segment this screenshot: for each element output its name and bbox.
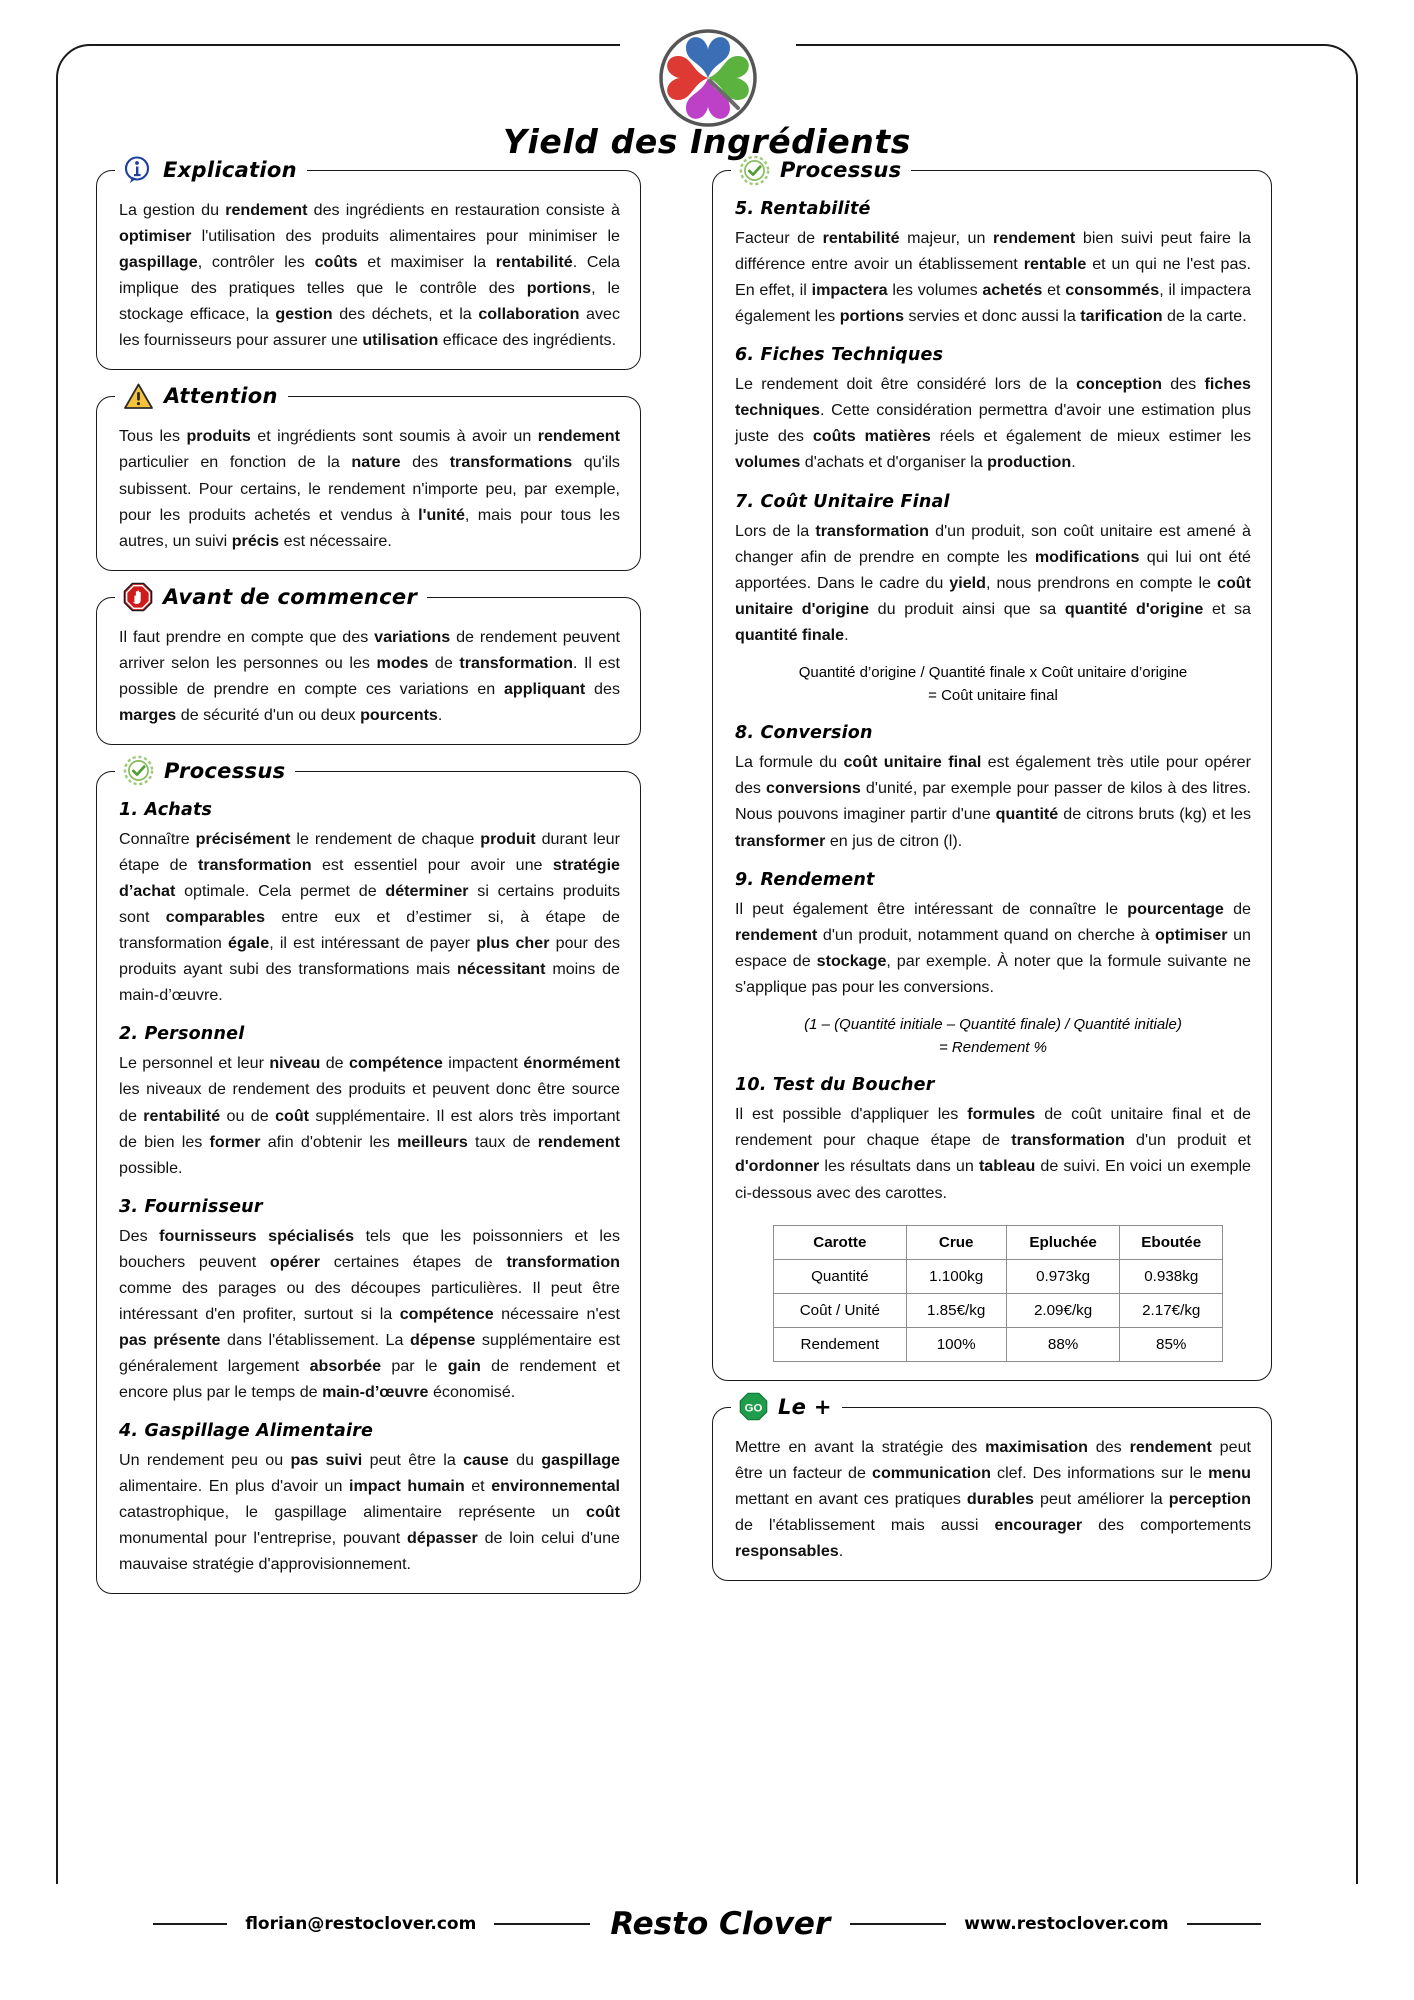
right-column (712, 158, 1272, 1607)
body-text: La formule du (735, 753, 844, 772)
body-text: , il impactera également les (735, 281, 1252, 326)
emphasis-text: encourager (994, 1515, 1083, 1534)
body-text: d'achats et d'organiser la (800, 453, 988, 472)
body-text: certaines étapes de (320, 1252, 507, 1271)
subsection-heading: 2. Personnel (119, 1024, 245, 1045)
footer-rule-mid-right (850, 1923, 946, 1925)
body-text: et (1042, 281, 1066, 300)
body-text: est essentiel pour avoir une (311, 856, 553, 874)
section-legend-label: Explication (163, 158, 297, 182)
body-text: moins de main-d’œuvre. (119, 960, 620, 1005)
emphasis-text: produit (480, 829, 536, 848)
emphasis-text: tarification (1080, 307, 1163, 326)
emphasis-text: égale (228, 934, 270, 953)
body-text: et sa (1203, 599, 1251, 618)
emphasis-text: fournisseurs spécialisés (159, 1226, 355, 1245)
formula-line: (1 – (Quantité initiale – Quantité finale) / Quantité initiale) (804, 1015, 1182, 1033)
body-text: afin d'obtenir les (260, 1132, 398, 1151)
emphasis-text: appliquant (503, 679, 586, 698)
emphasis-text: transformation (1011, 1131, 1125, 1150)
paragraph (119, 1447, 620, 1577)
section-legend-label: Processus (780, 158, 902, 182)
body-text: supplémentaire est généralement largement (119, 1330, 621, 1375)
emphasis-text: rendement (537, 1132, 620, 1151)
emphasis-text: durables (966, 1489, 1034, 1508)
emphasis-text: nature (351, 453, 401, 472)
formula-line: Quantité d’origine / Quantité finale x Coût unitaire d’origine (798, 663, 1188, 681)
formula-text (735, 661, 1251, 708)
section-block-explication (96, 158, 641, 370)
body-text: particulier en fonction de la (119, 453, 352, 472)
section-legend-label: Avant de commencer (163, 584, 418, 609)
emphasis-text: produits (186, 427, 251, 446)
table-header-cell: Epluchée (1006, 1225, 1120, 1259)
section-legend-label: Processus (164, 758, 286, 783)
body-text: efficace des ingrédients. (438, 331, 617, 350)
emphasis-text: dépasser (407, 1529, 478, 1548)
body-text: , par exemple. À noter que la formule suivante ne s'applique pas pour les conversions. (735, 951, 1251, 996)
paragraph (119, 197, 620, 353)
table-cell: 85% (1120, 1327, 1223, 1361)
emphasis-text: comparables (165, 908, 266, 927)
body-text: nécessaire n'est (493, 1304, 620, 1323)
section-legend (115, 380, 288, 412)
emphasis-text: rendement (993, 229, 1076, 247)
body-text: . (838, 1541, 844, 1560)
svg-text:GO: GO (744, 1402, 763, 1415)
emphasis-text: main-d’œuvre (322, 1383, 429, 1402)
paragraph (735, 225, 1251, 329)
body-text: réels et également de mieux estimer les (930, 427, 1251, 446)
left-column (96, 158, 641, 1620)
body-text: Il peut également être intéressant de connaître le (735, 899, 1128, 918)
emphasis-text: pas suivi (290, 1451, 363, 1470)
emphasis-text: tableau (978, 1157, 1036, 1176)
body-text: , mais pour tous les autres, un suivi (119, 505, 620, 550)
body-text: entre eux et d’estimer si, à étape de transformation (119, 908, 620, 953)
body-text: des (585, 679, 620, 698)
emphasis-text: transformation (459, 653, 573, 672)
emphasis-text: précisément (195, 829, 291, 848)
emphasis-text: modes (376, 653, 429, 672)
body-text: Connaître (119, 829, 196, 848)
emphasis-text: cause (463, 1451, 509, 1470)
body-text: d'un produit et (1124, 1131, 1251, 1150)
paragraph (735, 1101, 1251, 1205)
emphasis-text: rendement (1129, 1437, 1212, 1456)
emphasis-text: rendement (225, 201, 308, 219)
section-legend (115, 755, 295, 787)
emphasis-text: compétence (399, 1304, 494, 1323)
paragraph (735, 518, 1251, 648)
body-text: des ingrédients en restauration consiste à (307, 201, 620, 219)
warning-triangle-icon (123, 382, 154, 411)
footer-rule-right (1187, 1923, 1261, 1925)
body-text: , il est intéressant de payer (269, 934, 477, 953)
go-octagon-icon (739, 1392, 768, 1421)
body-text: comme des parages ou des découpes particulières. Il peut être intéressant d'en profiter, surtout si la (119, 1278, 620, 1323)
emphasis-text: conception (1076, 375, 1162, 394)
emphasis-text: collaboration (478, 305, 580, 324)
emphasis-text: rendement (735, 925, 818, 944)
subsection-heading: 5. Rentabilité (735, 199, 871, 219)
emphasis-text: gaspillage (541, 1451, 620, 1470)
body-text: l'utilisation des produits alimentaires pour minimiser le (191, 227, 620, 246)
emphasis-text: d'ordonner (735, 1157, 820, 1176)
body-text: alimentaire. En plus d'avoir un (119, 1477, 349, 1496)
section-block-processus (712, 158, 1272, 1381)
body-text: . Il est possible de prendre en compte ces variations en (119, 653, 620, 698)
table-cell: Quantité (774, 1259, 907, 1293)
body-text: taux de (467, 1132, 538, 1151)
body-text: les résultats dans un (819, 1157, 979, 1176)
body-text: majeur, un (899, 229, 994, 247)
body-text: est nécessaire. (279, 531, 392, 550)
section-legend-label: Le + (778, 1394, 832, 1419)
emphasis-text: modifications (1034, 547, 1140, 566)
emphasis-text: pourcentage (1127, 899, 1224, 918)
subsection-heading: 8. Conversion (735, 723, 873, 744)
body-text: les volumes (887, 281, 983, 300)
body-text: Il faut prendre en compte que des (119, 627, 375, 646)
body-text: . (437, 705, 443, 724)
body-text: en jus de citron (l). (825, 831, 963, 850)
body-text: les niveaux de rendement des produits et peuvent donc être source de (119, 1080, 620, 1125)
emphasis-text: rendement (537, 427, 620, 446)
formula-text (735, 1013, 1251, 1060)
emphasis-text: stratégie d’achat (119, 856, 620, 901)
body-text: peut être un facteur de (735, 1437, 1251, 1482)
table-cell: Rendement (774, 1327, 907, 1361)
emphasis-text: menu (1208, 1463, 1251, 1482)
footer-website[interactable]: www.restoclover.com (964, 1914, 1169, 1934)
body-text: des (400, 453, 450, 472)
body-text: du produit ainsi que sa (869, 599, 1065, 618)
paragraph (735, 1434, 1251, 1564)
table-header-cell: Eboutée (1120, 1225, 1223, 1259)
body-text: de l'établissement mais aussi (735, 1515, 995, 1534)
body-text: peut améliorer la (1034, 1489, 1169, 1508)
emphasis-text: rentabilité (822, 229, 900, 247)
body-text: de citrons bruts (kg) et les (1058, 805, 1251, 824)
body-text: servies et donc aussi la (904, 307, 1081, 326)
body-text: , le stockage efficace, la (119, 279, 620, 324)
table-cell: 0.938kg (1120, 1259, 1223, 1293)
body-text: de sécurité d'un ou deux (176, 705, 361, 724)
emphasis-text: perception (1168, 1489, 1251, 1508)
emphasis-text: niveau (269, 1054, 321, 1073)
body-text: des déchets, et la (332, 305, 479, 324)
body-text: un espace de (735, 925, 1251, 970)
emphasis-text: coûts matières (812, 427, 931, 446)
emphasis-text: pas présente (119, 1330, 221, 1349)
body-text: des (1087, 1437, 1130, 1456)
paragraph (119, 624, 620, 728)
footer-rule-left (153, 1923, 227, 1925)
table-cell: 1.85€/kg (906, 1293, 1006, 1327)
body-text: catastrophique, le gaspillage alimentaire représente un (119, 1503, 587, 1522)
body-text: Le rendement doit être considéré lors de la (735, 375, 1077, 394)
emphasis-text: gain (447, 1357, 481, 1375)
emphasis-text: rentabilité (495, 253, 573, 272)
emphasis-text: environnemental (491, 1477, 620, 1496)
emphasis-text: portions (839, 307, 905, 326)
body-text: peut être la (362, 1451, 464, 1470)
body-text: . (844, 625, 849, 644)
emphasis-text: responsables (735, 1541, 839, 1560)
paragraph (119, 423, 620, 553)
body-text: possible. (119, 1158, 183, 1177)
table-wrapper (735, 1219, 1251, 1366)
body-text: monumental pour l'entreprise, pouvant (119, 1529, 408, 1548)
section-block-avant-de-commencer (96, 584, 641, 745)
emphasis-text: quantité d'origine (1064, 599, 1204, 618)
body-text: , contrôler les (197, 253, 315, 272)
paragraph (119, 1050, 620, 1180)
emphasis-text: transformations (449, 453, 573, 472)
body-text: . Cette considération permettra d'avoir une estimation plus juste des (735, 401, 1251, 446)
emphasis-text: absorbée (309, 1357, 382, 1375)
emphasis-text: coût (586, 1503, 620, 1522)
body-text: de (428, 653, 460, 672)
body-text: de suivi. En voici un exemple ci-dessous avec des carottes. (735, 1157, 1251, 1202)
body-text: d'un produit, notamment quand on cherche à (817, 925, 1156, 944)
body-text: par le (381, 1357, 448, 1375)
emphasis-text: transformer (735, 831, 826, 850)
emphasis-text: former (209, 1132, 261, 1151)
emphasis-text: rentabilité (143, 1106, 221, 1125)
emphasis-text: marges (119, 705, 177, 724)
table-cell: 1.100kg (906, 1259, 1006, 1293)
body-text: mettant en avant ces pratiques (735, 1489, 967, 1508)
page-title: Yield des Ingrédients (502, 122, 912, 161)
emphasis-text: conversions (766, 779, 861, 798)
emphasis-text: impactera (811, 281, 888, 300)
emphasis-text: variations (374, 627, 451, 646)
body-text: si certains produits sont (119, 882, 620, 927)
table-row (774, 1327, 1223, 1361)
footer-rule-mid-left (494, 1923, 590, 1925)
body-text: économisé. (428, 1383, 516, 1402)
body-text: dans l'établissement. La (220, 1330, 411, 1349)
body-text: du (508, 1451, 542, 1470)
body-text: durant leur étape de (119, 829, 620, 874)
emphasis-text: opérer (269, 1252, 321, 1271)
body-text: d'unité, par exemple pour passer de kilos à des litres. Nous pouvons imaginer partir d'une (735, 779, 1251, 824)
body-text: Le personnel et leur (119, 1054, 270, 1073)
section-block-le (712, 1394, 1272, 1581)
emphasis-text: transformation (197, 856, 312, 874)
emphasis-text: coût (275, 1106, 310, 1125)
emphasis-text: gaspillage (119, 253, 198, 272)
body-text: de (320, 1054, 349, 1073)
emphasis-text: volumes (735, 453, 801, 472)
emphasis-text: énormément (523, 1054, 620, 1073)
emphasis-text: fiches techniques (735, 375, 1251, 420)
emphasis-text: coût unitaire final (843, 753, 982, 772)
emphasis-text: précis (231, 531, 280, 550)
emphasis-text: quantité (995, 805, 1059, 824)
section-legend-label: Attention (164, 384, 278, 409)
table-row (774, 1293, 1223, 1327)
body-text: Mettre en avant la stratégie des (735, 1437, 986, 1456)
emphasis-text: yield (949, 573, 986, 592)
footer-email[interactable]: florian@restoclover.com (245, 1914, 477, 1934)
emphasis-text: transformation (815, 521, 929, 540)
body-text: des (1161, 375, 1205, 394)
body-text: clef. Des informations sur le (990, 1463, 1209, 1482)
body-text: optimale. Cela permet de (175, 882, 386, 901)
body-text: La gestion du (119, 201, 226, 219)
formula-line: = Rendement % (939, 1039, 1047, 1057)
emphasis-text: coûts (314, 253, 358, 272)
emphasis-text: gestion (275, 305, 333, 324)
table-cell: Coût / Unité (774, 1293, 907, 1327)
body-text: supplémentaire. Il est alors très important de bien les (119, 1106, 621, 1151)
body-text: de (1223, 899, 1251, 918)
body-text: de rendement peuvent arriver selon les personnes ou les (119, 627, 621, 672)
emphasis-text: dépense (410, 1330, 476, 1349)
paragraph (119, 826, 620, 1008)
table-cell: 88% (1006, 1327, 1120, 1361)
emphasis-text: coût unitaire d'origine (735, 573, 1251, 618)
body-text: de la carte. (1162, 307, 1247, 326)
emphasis-text: formules (967, 1105, 1036, 1124)
check-circle-icon (123, 755, 154, 786)
body-text: et ingrédients sont soumis à avoir un (250, 427, 538, 446)
body-text: et (464, 1477, 492, 1496)
body-text: pour des produits ayant subi des transformations mais (119, 934, 620, 979)
page-footer (56, 1884, 1358, 1964)
subsection-heading: 6. Fiches Techniques (735, 345, 944, 366)
emphasis-text: pourcents (360, 705, 438, 724)
emphasis-text: nécessitant (456, 960, 546, 979)
stop-hand-icon (123, 582, 153, 612)
emphasis-text: quantité finale (735, 625, 845, 644)
table-cell: 100% (906, 1327, 1006, 1361)
emphasis-text: consommés (1065, 281, 1160, 300)
body-text: Lors de la (735, 521, 816, 540)
emphasis-text: utilisation (362, 331, 439, 350)
emphasis-text: compétence (348, 1054, 443, 1073)
body-text: bien suivi peut faire la différence entre avoir un établissement (735, 229, 1252, 274)
table-row (774, 1259, 1223, 1293)
table-header-cell: Crue (906, 1225, 1006, 1259)
clover-logo (648, 18, 768, 138)
emphasis-text: rentable (1023, 255, 1087, 274)
subsection-heading: 7. Coût Unitaire Final (735, 491, 950, 512)
paragraph (735, 896, 1251, 1000)
body-text: . (1071, 453, 1076, 472)
section-block-attention (96, 384, 641, 570)
emphasis-text: portions (526, 279, 592, 298)
body-text: . Cela implique des pratiques telles que le contrôle des (119, 253, 621, 298)
section-legend (731, 1391, 842, 1423)
body-text: Des (119, 1226, 160, 1245)
body-text: et maximiser la (357, 253, 496, 272)
emphasis-text: optimiser (119, 227, 192, 246)
table-header-row (774, 1225, 1223, 1259)
body-text: Tous les (119, 427, 187, 446)
body-text: Un rendement peu ou (119, 1451, 291, 1470)
emphasis-text: stockage (816, 951, 887, 970)
table-cell: 0.973kg (1006, 1259, 1120, 1293)
paragraph (119, 1223, 620, 1405)
emphasis-text: l'unité (418, 505, 465, 524)
body-text: de rendement et encore plus par le temps de (119, 1357, 620, 1402)
emphasis-text: communication (872, 1463, 991, 1482)
body-text: , nous prendrons en compte le (985, 573, 1218, 592)
body-text: d'un produit, son coût unitaire est amené à changer afin de prendre en compte les (735, 521, 1252, 566)
subsection-heading: 9. Rendement (735, 869, 875, 890)
body-text: et un qui ne l'est pas. En effet, il (735, 255, 1251, 300)
emphasis-text: déterminer (385, 882, 469, 901)
subsection-heading: 1. Achats (119, 799, 213, 820)
subsection-heading: 3. Fournisseur (119, 1196, 263, 1217)
emphasis-text: transformation (506, 1252, 620, 1271)
footer-brand: Resto Clover (610, 1906, 831, 1942)
emphasis-text: plus cher (476, 934, 550, 953)
body-text: Facteur de (735, 229, 823, 247)
body-text: impactent (442, 1054, 524, 1073)
body-text: Il est possible d'appliquer les (735, 1105, 968, 1124)
body-text: qu'ils subissent. Pour certains, le rendement n'importe peu, par exemple, pour les produits achetés et vendus à (119, 453, 620, 524)
body-text: de loin celui d'une mauvaise stratégie d'approvisionnement. (119, 1529, 620, 1574)
section-legend (115, 581, 427, 613)
emphasis-text: impact humain (349, 1477, 465, 1496)
yield-table (773, 1225, 1223, 1362)
emphasis-text: optimiser (1155, 925, 1228, 944)
emphasis-text: achetés (982, 281, 1043, 300)
body-text: est également très utile pour opérer des (735, 753, 1251, 798)
table-cell: 2.09€/kg (1006, 1293, 1120, 1327)
paragraph (735, 371, 1251, 475)
emphasis-text: meilleurs (397, 1132, 468, 1151)
emphasis-text: maximisation (985, 1437, 1088, 1456)
body-text: des comportements (1082, 1515, 1251, 1534)
formula-line: = Coût unitaire final (928, 687, 1058, 705)
body-text: avec les fournisseurs pour assurer une (119, 305, 621, 350)
subsection-heading: 4. Gaspillage Alimentaire (119, 1421, 374, 1442)
body-text: de coût unitaire final et de rendement pour chaque étape de (735, 1105, 1252, 1150)
emphasis-text: production (987, 453, 1072, 472)
body-text: qui lui ont été apportées. Dans le cadre du (735, 547, 1251, 592)
section-block-processus (96, 758, 641, 1595)
table-cell: 2.17€/kg (1120, 1293, 1223, 1327)
table-header-cell: Carotte (774, 1225, 907, 1259)
body-text: ou de (220, 1106, 276, 1125)
subsection-heading: 10. Test du Boucher (735, 1075, 935, 1096)
paragraph (735, 749, 1251, 853)
body-text: le rendement de chaque (290, 829, 481, 848)
body-text: tels que les poissonniers et les bouchers peuvent (119, 1226, 620, 1271)
